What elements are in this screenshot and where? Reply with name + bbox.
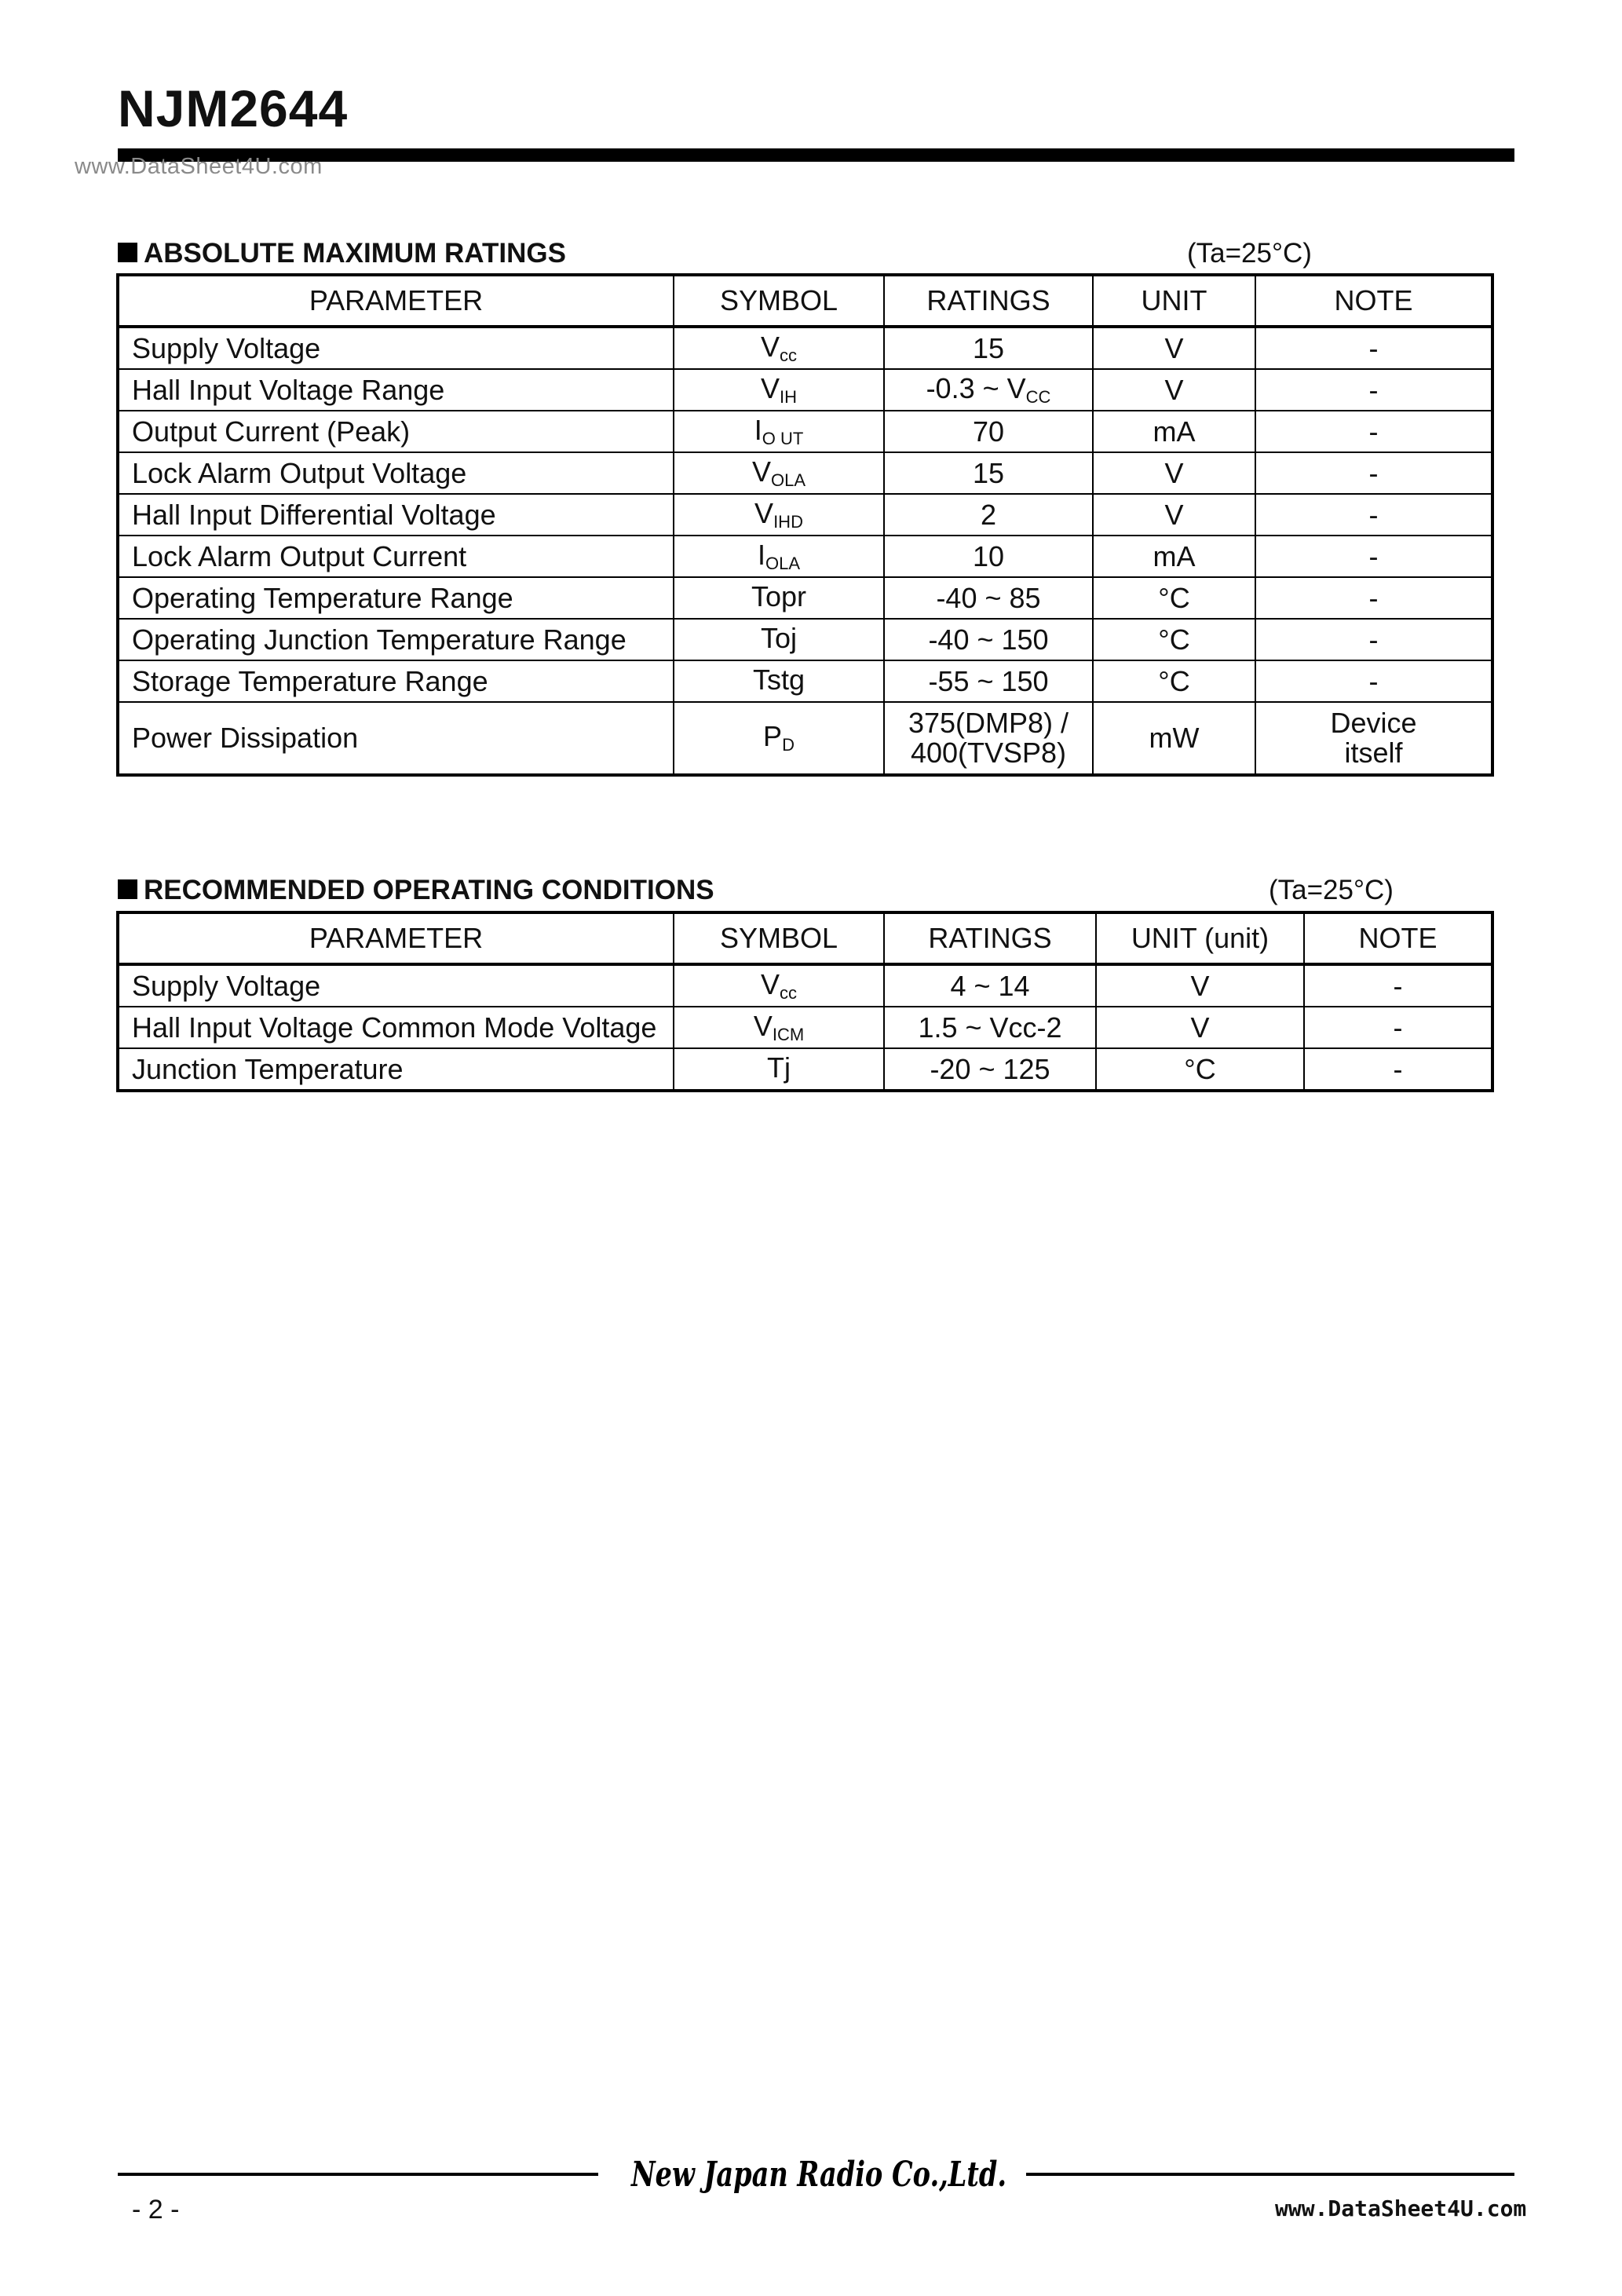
table-row xyxy=(118,536,1492,577)
table-row xyxy=(118,494,1492,536)
row-unit: V xyxy=(1096,964,1304,1007)
row-parameter: Supply Voltage xyxy=(118,327,674,369)
row-note: - xyxy=(1255,536,1492,577)
table-row xyxy=(118,1007,1492,1048)
row-ratings: -0.3 ~ $V_{CC}$ xyxy=(884,369,1093,411)
row-note: - xyxy=(1255,494,1492,536)
row-symbol: Tstg xyxy=(674,660,884,702)
abs-max-condition: (Ta=25°C) xyxy=(1187,238,1312,269)
row-ratings: 4 ~ 14 xyxy=(884,964,1096,1007)
table-header-row xyxy=(118,912,1492,964)
row-symbol: $V_{ICM}$ xyxy=(674,1007,884,1048)
row-ratings: 15 xyxy=(884,452,1093,494)
row-symbol: $V_{OLA}$ xyxy=(674,452,884,494)
row-unit: V xyxy=(1093,369,1255,411)
col-note: NOTE xyxy=(1304,912,1492,964)
table-row xyxy=(118,369,1492,411)
row-note: - xyxy=(1255,577,1492,619)
row-note: - xyxy=(1304,1048,1492,1091)
row-ratings: 70 xyxy=(884,411,1093,452)
row-parameter: Storage Temperature Range xyxy=(118,660,674,702)
row-ratings: 375(DMP8) / 400(TVSP8) xyxy=(884,702,1093,775)
abs-max-heading xyxy=(118,238,1492,276)
col-parameter: PARAMETER xyxy=(118,912,674,964)
col-unit: UNIT xyxy=(1093,275,1255,327)
row-unit: °C xyxy=(1093,660,1255,702)
row-parameter: Lock Alarm Output Voltage xyxy=(118,452,674,494)
recommended-table xyxy=(116,911,1494,1092)
page-number: - 2 - xyxy=(132,2195,180,2225)
col-unit: UNIT (unit) xyxy=(1096,912,1304,964)
watermark-top: www.DataSheet4U.com xyxy=(75,154,323,179)
row-unit: V xyxy=(1093,494,1255,536)
row-ratings: -40 ~ 85 xyxy=(884,577,1093,619)
row-symbol: Tj xyxy=(674,1048,884,1091)
row-note: - xyxy=(1304,964,1492,1007)
row-symbol: $V_{IHD}$ xyxy=(674,494,884,536)
table-row xyxy=(118,327,1492,369)
table-header-row xyxy=(118,275,1492,327)
row-unit: V xyxy=(1096,1007,1304,1048)
table-row xyxy=(118,452,1492,494)
watermark-bottom: www.DataSheet4U.com xyxy=(1275,2195,1527,2221)
table-row xyxy=(118,619,1492,660)
table-row xyxy=(118,1048,1492,1091)
row-parameter: Hall Input Voltage Common Mode Voltage xyxy=(118,1007,674,1048)
row-symbol: Toj xyxy=(674,619,884,660)
table-row xyxy=(118,660,1492,702)
row-note: Device itself xyxy=(1255,702,1492,775)
company-logo-text: New Japan Radio Co.,Ltd. xyxy=(630,2155,1006,2195)
row-ratings: -55 ~ 150 xyxy=(884,660,1093,702)
row-note: - xyxy=(1255,369,1492,411)
table-row xyxy=(118,702,1492,775)
company-logo xyxy=(625,2152,1013,2200)
col-symbol: SYMBOL xyxy=(674,912,884,964)
table-row xyxy=(118,411,1492,452)
row-symbol: Topr xyxy=(674,577,884,619)
abs-max-table xyxy=(116,273,1494,777)
col-ratings: RATINGS xyxy=(884,912,1096,964)
bullet-square-icon xyxy=(118,879,137,899)
row-ratings: 10 xyxy=(884,536,1093,577)
recommended-condition: (Ta=25°C) xyxy=(1269,875,1394,905)
row-symbol: $I_{O UT}$ xyxy=(674,411,884,452)
row-unit: V xyxy=(1093,327,1255,369)
row-unit: V xyxy=(1093,452,1255,494)
row-parameter: Operating Junction Temperature Range xyxy=(118,619,674,660)
bullet-square-icon xyxy=(118,243,137,262)
row-parameter: Operating Temperature Range xyxy=(118,577,674,619)
row-note: - xyxy=(1255,619,1492,660)
table-row xyxy=(118,964,1492,1007)
row-symbol: $I_{OLA}$ xyxy=(674,536,884,577)
row-unit: °C xyxy=(1093,577,1255,619)
recommended-heading xyxy=(118,875,1492,912)
col-ratings: RATINGS xyxy=(884,275,1093,327)
row-parameter: Hall Input Voltage Range xyxy=(118,369,674,411)
row-parameter: Power Dissipation xyxy=(118,702,674,775)
row-ratings: -20 ~ 125 xyxy=(884,1048,1096,1091)
row-ratings: 15 xyxy=(884,327,1093,369)
row-unit: mW xyxy=(1093,702,1255,775)
row-unit: mA xyxy=(1093,536,1255,577)
page-title: NJM2644 xyxy=(118,79,349,137)
row-note: - xyxy=(1255,660,1492,702)
row-unit: °C xyxy=(1093,619,1255,660)
row-symbol: $V_{IH}$ xyxy=(674,369,884,411)
row-note: - xyxy=(1255,327,1492,369)
recommended-title: RECOMMENDED OPERATING CONDITIONS xyxy=(144,875,714,905)
abs-max-title: ABSOLUTE MAXIMUM RATINGS xyxy=(144,238,566,269)
row-note: - xyxy=(1255,452,1492,494)
row-note: - xyxy=(1304,1007,1492,1048)
row-parameter: Lock Alarm Output Current xyxy=(118,536,674,577)
row-symbol: $V_{cc}$ xyxy=(674,327,884,369)
row-ratings: 1.5 ~ Vcc-2 xyxy=(884,1007,1096,1048)
row-unit: °C xyxy=(1096,1048,1304,1091)
row-parameter: Junction Temperature xyxy=(118,1048,674,1091)
col-note: NOTE xyxy=(1255,275,1492,327)
row-symbol: $P_D$ xyxy=(674,702,884,775)
footer-rule-right xyxy=(1026,2173,1514,2176)
row-parameter: Output Current (Peak) xyxy=(118,411,674,452)
row-note: - xyxy=(1255,411,1492,452)
row-ratings: 2 xyxy=(884,494,1093,536)
row-unit: mA xyxy=(1093,411,1255,452)
col-parameter: PARAMETER xyxy=(118,275,674,327)
table-row xyxy=(118,577,1492,619)
row-parameter: Hall Input Differential Voltage xyxy=(118,494,674,536)
row-parameter: Supply Voltage xyxy=(118,964,674,1007)
row-ratings: -40 ~ 150 xyxy=(884,619,1093,660)
title-rule xyxy=(118,148,1514,162)
row-symbol: $V_{cc}$ xyxy=(674,964,884,1007)
footer-rule-left xyxy=(118,2173,598,2176)
col-symbol: SYMBOL xyxy=(674,275,884,327)
